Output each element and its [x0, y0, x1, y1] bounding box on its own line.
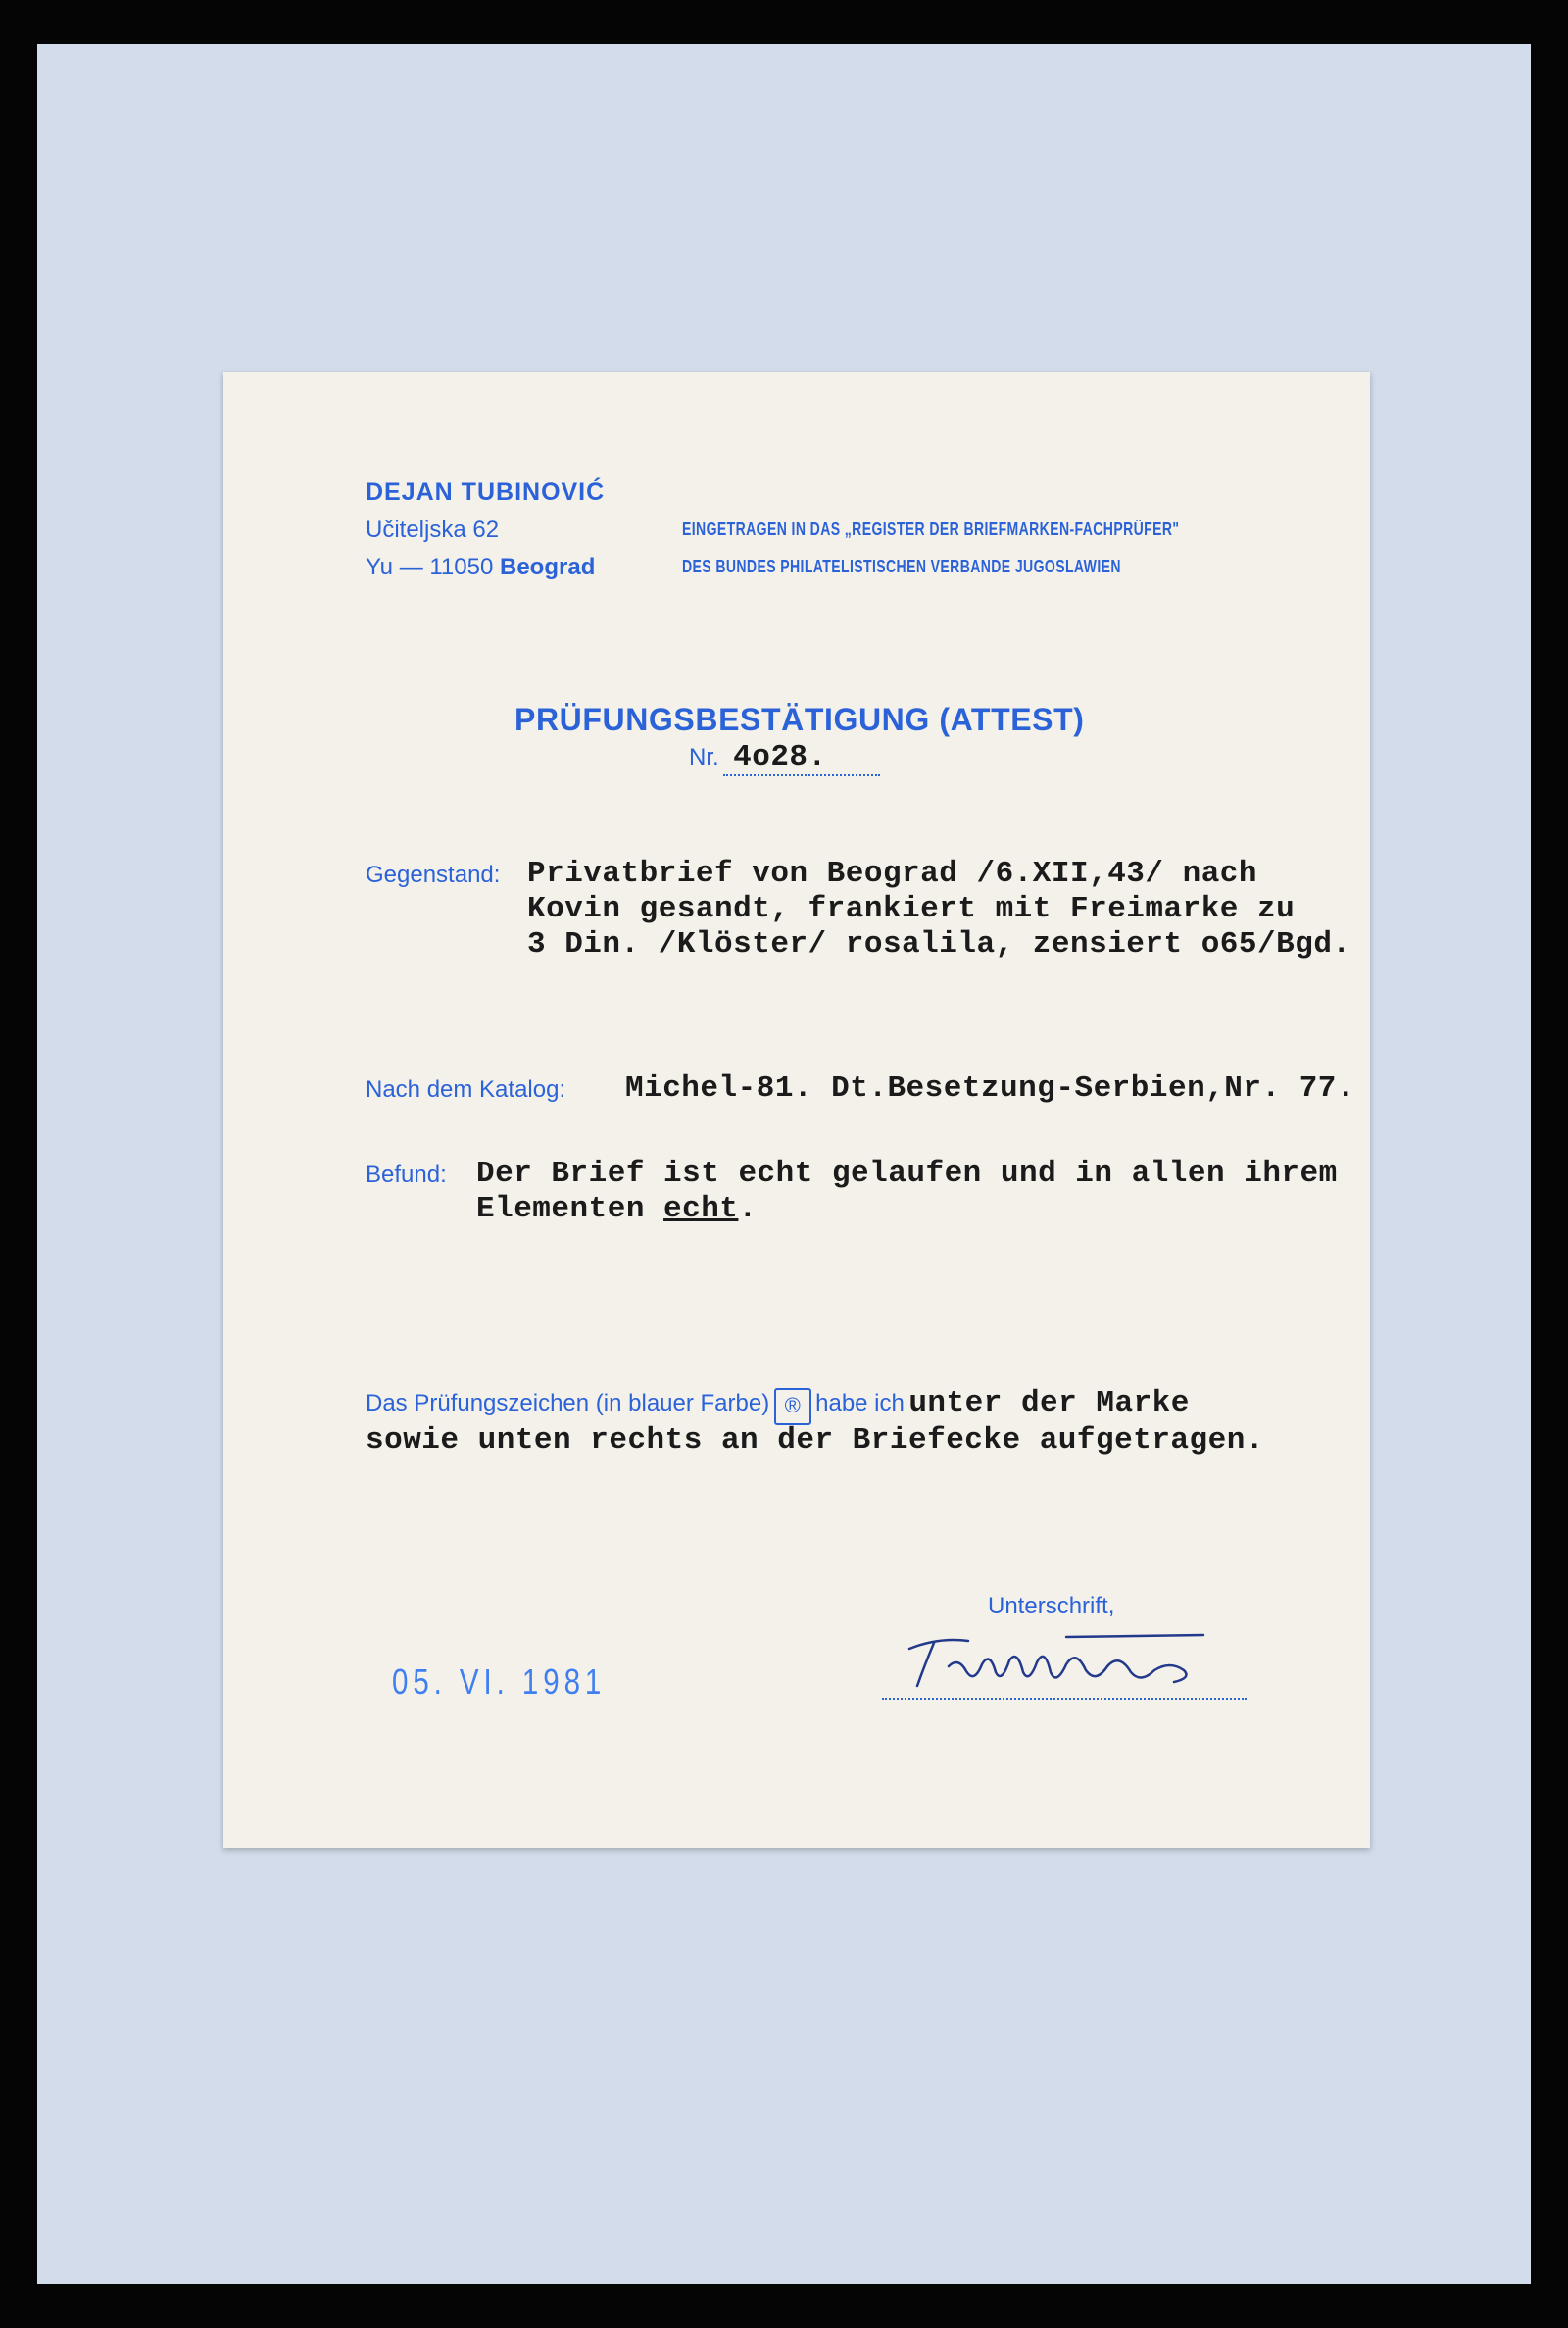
finding-suffix: . — [738, 1192, 758, 1226]
number-label: Nr. — [689, 744, 719, 770]
signature-label: Unterschrift, — [988, 1593, 1115, 1619]
catalog-value: Michel-81. Dt.Besetzung-Serbien,Nr. 77. — [625, 1071, 1356, 1106]
subject-line-1: Privatbrief von Beograd /6.XII,43/ nach — [527, 857, 1258, 891]
examiner-name: DEJAN TUBINOVIĆ — [366, 478, 606, 506]
mark-statement-suffix: habe ich — [815, 1390, 905, 1416]
signature-line — [882, 1698, 1247, 1700]
subject-label: Gegenstand: — [366, 862, 501, 888]
mark-statement-line-2: sowie unten rechts an der Briefecke aufgetragen. — [366, 1423, 1264, 1458]
mark-statement-prefix: Das Prüfungszeichen (in blauer Farbe) — [366, 1390, 770, 1416]
examiner-city-line — [366, 554, 595, 581]
finding-label: Befund: — [366, 1162, 447, 1188]
number-value: 4o28. — [723, 740, 880, 776]
catalog-label: Nach dem Katalog: — [366, 1076, 566, 1103]
register-line-2: DES BUNDES PHILATELISTISCHEN VERBANDE JUGOSLAWIEN — [682, 557, 1121, 576]
finding-prefix: Elementen — [476, 1192, 664, 1226]
city-name: Beograd — [500, 554, 596, 580]
certificate-number — [689, 740, 880, 776]
city-prefix: Yu — 11050 — [366, 554, 494, 580]
certificate-title: PRÜFUNGSBESTÄTIGUNG (ATTEST) — [514, 702, 1085, 737]
subject-line-3: 3 Din. /Klöster/ rosalila, zensiert o65/Bgd. — [527, 927, 1351, 962]
finding-line-1: Der Brief ist echt gelaufen und in allen ihrem — [476, 1157, 1338, 1191]
examiner-street: Učiteljska 62 — [366, 517, 500, 543]
mark-statement-typed-1: unter der Marke — [908, 1386, 1190, 1420]
handwritten-signature — [880, 1627, 1213, 1706]
subject-line-2: Kovin gesandt, frankiert mit Freimarke zu — [527, 892, 1296, 926]
finding-emphasis: echt — [663, 1192, 739, 1226]
certificate-sheet — [223, 372, 1370, 1848]
examiner-mark-icon: ® — [774, 1388, 811, 1425]
mark-statement-line-1 — [366, 1386, 1190, 1425]
register-line-1: EINGETRAGEN IN DAS „REGISTER DER BRIEFMARKEN-FACHPRÜFER" — [682, 520, 1180, 539]
finding-line-2 — [476, 1192, 758, 1226]
date-stamp: 05. VI. 1981 — [392, 1661, 607, 1702]
